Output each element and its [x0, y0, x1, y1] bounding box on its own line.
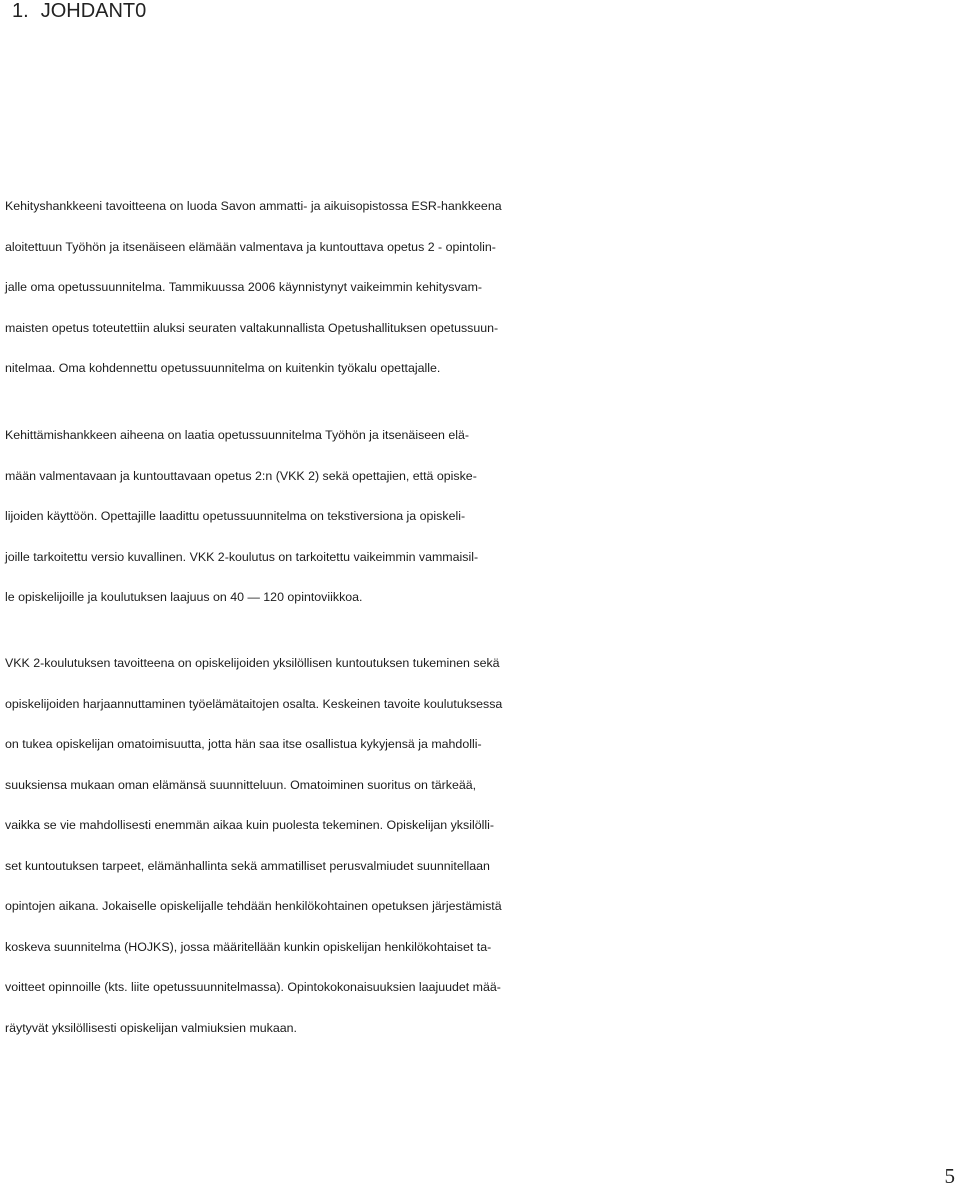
- paragraph-1: [5, 186, 960, 389]
- text-line: on tukea opiskelijan omatoimisuutta, jotta hän saa itse osallistua kykyjensä ja mahdolli-: [5, 737, 482, 751]
- text-line: voitteet opinnoille (kts. liite opetussuunnitelmassa). Opintokokonaisuuksien laajuudet mää-: [5, 980, 501, 994]
- text-line: Kehityshankkeeni tavoitteena on luoda Savon ammatti- ja aikuisopistossa ESR-hankkeena: [5, 199, 502, 213]
- text-line: vaikka se vie mahdollisesti enemmän aikaa kuin puolesta tekeminen. Opiskelijan yksilölli-: [5, 818, 494, 832]
- chapter-heading: [12, 0, 146, 24]
- paragraph-2: [5, 415, 960, 618]
- chapter-number: 1.: [12, 0, 29, 22]
- text-line: nitelmaa. Oma kohdennettu opetussuunnitelma on kuitenkin työkalu opettajalle.: [5, 361, 441, 375]
- text-line: set kuntoutuksen tarpeet, elämänhallinta sekä ammatilliset perusvalmiudet suunnitellaan: [5, 858, 490, 873]
- text-line: räytyvät yksilöllisesti opiskelijan valmiuksien mukaan.: [5, 1020, 297, 1035]
- text-line: opintojen aikana. Jokaiselle opiskelijalle tehdään henkilökohtainen opetuksen järjestämistä: [5, 899, 502, 913]
- text-line: mään valmentavaan ja kuntouttavaan opetus 2:n (VKK 2) sekä opettajien, että opiske-: [5, 468, 477, 483]
- text-line: maisten opetus toteutettiin aluksi seuraten valtakunnallista Opetushallituksen opetussuun-: [5, 320, 499, 335]
- text-line: le opiskelijoille ja koulutuksen laajuus on 40 — 120 opintoviikkoa.: [5, 590, 363, 604]
- text-line: koskeva suunnitelma (HOJKS), jossa määritellään kunkin opiskelijan henkilökohtaiset ta-: [5, 939, 492, 954]
- text-line: lijoiden käyttöön. Opettajille laadittu opetussuunnitelma on tekstiversiona ja opiskeli-: [5, 509, 466, 523]
- text-line: opiskelijoiden harjaannuttaminen työelämätaitojen osalta. Keskeinen tavoite koulutuksessa: [5, 696, 503, 711]
- page-number: 5: [944, 1164, 955, 1188]
- paragraph-3: [5, 643, 960, 1048]
- chapter-title: JOHDANT0: [40, 0, 147, 22]
- text-line: suuksiensa mukaan oman elämänsä suunnitteluun. Omatoiminen suoritus on tärkeää,: [5, 777, 477, 792]
- text-line: jalle oma opetussuunnitelma. Tammikuussa 2006 käynnistynyt vaikeimmin kehitysvam-: [5, 280, 483, 294]
- text-line: Kehittämishankkeen aiheena on laatia opetussuunnitelma Työhön ja itsenäiseen elä-: [5, 428, 470, 442]
- text-line: VKK 2-koulutuksen tavoitteena on opiskelijoiden yksilöllisen kuntoutuksen tukeminen sekä: [5, 656, 500, 670]
- text-line: joille tarkoitettu versio kuvallinen. VKK 2-koulutus on tarkoitettu vaikeimmin vammaisil-: [5, 549, 479, 564]
- text-line: aloitettuun Työhön ja itsenäiseen elämään valmentava ja kuntouttava opetus 2 - opintolin-: [5, 239, 496, 254]
